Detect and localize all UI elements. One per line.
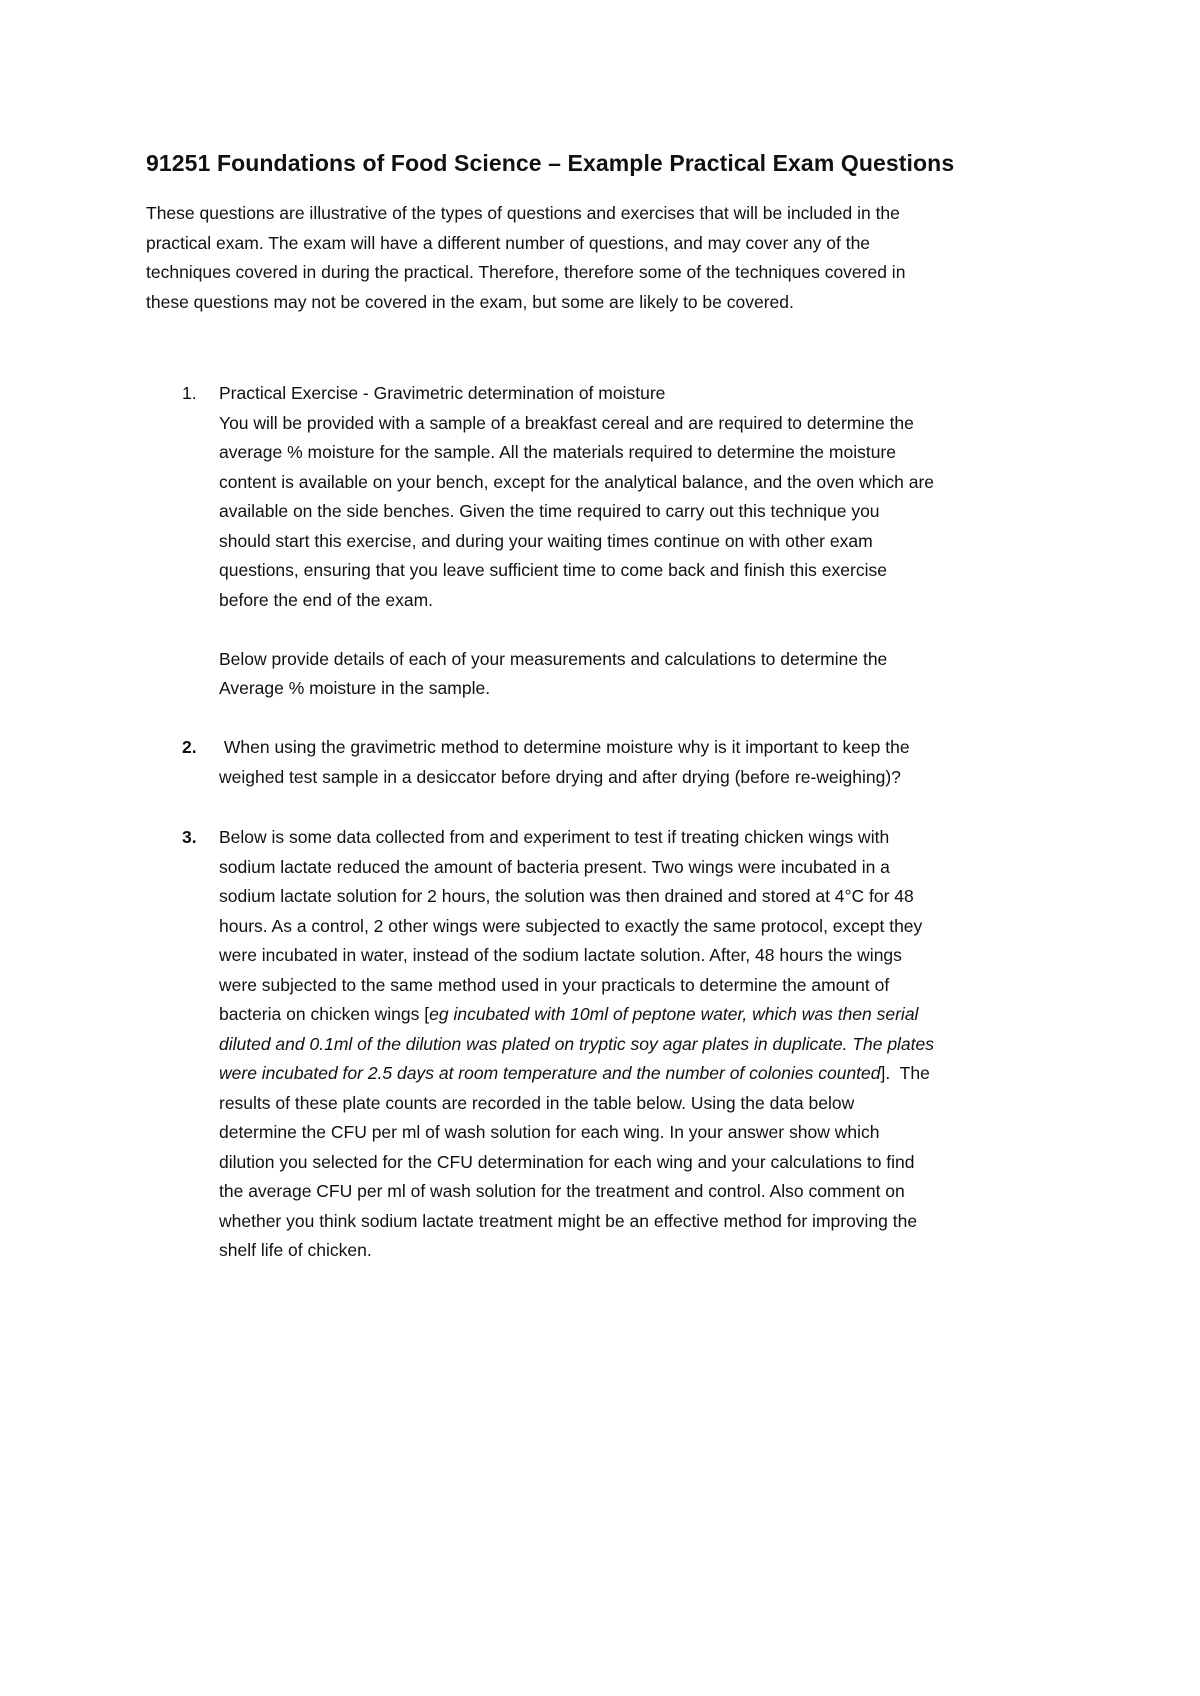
intro-paragraph xyxy=(146,199,1086,317)
question-line: questions, ensuring that you leave sufficient time to come back and finish this exercise xyxy=(219,560,887,580)
question-line xyxy=(219,1000,1099,1030)
question-line: average % moisture for the sample. All the materials required to determine the moisture xyxy=(219,442,896,462)
question-line: Below provide details of each of your measurements and calculations to determine the xyxy=(219,648,888,669)
italic-line: diluted and 0.1ml of the dilution was plated on tryptic soy agar plates in duplicate. The plates xyxy=(219,1033,935,1054)
question-line: Below is some data collected from and experiment to test if treating chicken wings with xyxy=(219,827,890,847)
question-line xyxy=(219,1059,1099,1089)
page-title: 91251 Foundations of Food Science – Example Practical Exam Questions xyxy=(146,150,955,176)
question-line: dilution you selected for the CFU determination for each wing and your calculations to find xyxy=(219,1151,915,1172)
question-line: available on the side benches. Given the time required to carry out this technique you xyxy=(219,501,880,521)
question-number: 2. xyxy=(182,737,197,757)
question-line: Practical Exercise - Gravimetric determination of moisture xyxy=(219,383,666,403)
question-number: 3. xyxy=(182,827,197,847)
question-body xyxy=(219,379,1099,704)
question-line-text: bacteria on chicken wings [ xyxy=(219,1004,430,1024)
question-line: weighed test sample in a desiccator before drying and after drying (before re-weighing)? xyxy=(219,766,901,787)
question-line: shelf life of chicken. xyxy=(219,1240,372,1260)
question-line: whether you think sodium lactate treatment might be an effective method for improving the xyxy=(219,1210,918,1231)
italic-text: were incubated for 2.5 days at room temperature and the number of colonies counted xyxy=(219,1063,881,1083)
paragraph-spacer xyxy=(219,615,1099,645)
question-line: When using the gravimetric method to determine moisture why is it important to keep the xyxy=(219,737,910,757)
intro-line: techniques covered in during the practical. Therefore, therefore some of the techniques covered in xyxy=(146,262,906,282)
question-line: sodium lactate solution for 2 hours, the solution was then drained and stored at 4°C for 48 xyxy=(219,886,914,906)
question-line-text: ]. The xyxy=(880,1063,930,1083)
intro-line: These questions are illustrative of the types of questions and exercises that will be included in the xyxy=(146,203,900,223)
question-number: 1. xyxy=(182,383,197,403)
question-line: sodium lactate reduced the amount of bacteria present. Two wings were incubated in a xyxy=(219,856,890,877)
question-line: the average CFU per ml of wash solution for the treatment and control. Also comment on xyxy=(219,1181,905,1201)
question-line: Average % moisture in the sample. xyxy=(219,678,491,698)
question-line: hours. As a control, 2 other wings were subjected to exactly the same protocol, except they xyxy=(219,915,923,936)
question-line: were subjected to the same method used in your practicals to determine the amount of xyxy=(219,974,890,995)
italic-text: eg incubated with 10ml of peptone water, which was then serial xyxy=(429,1004,919,1024)
intro-line: practical exam. The exam will have a different number of questions, and may cover any of the xyxy=(146,232,871,253)
question-line: should start this exercise, and during your waiting times continue on with other exam xyxy=(219,530,873,551)
question-line: You will be provided with a sample of a breakfast cereal and are required to determine the xyxy=(219,412,914,433)
question-line: were incubated in water, instead of the sodium lactate solution. After, 48 hours the wings xyxy=(219,945,902,965)
question-body xyxy=(219,823,1099,1266)
question-line: before the end of the exam. xyxy=(219,589,434,610)
question-body xyxy=(219,733,1099,792)
question-line: results of these plate counts are recorded in the table below. Using the data below xyxy=(219,1092,855,1113)
intro-line: these questions may not be covered in the exam, but some are likely to be covered. xyxy=(146,291,794,312)
question-line: determine the CFU per ml of wash solution for each wing. In your answer show which xyxy=(219,1122,880,1142)
question-line: content is available on your bench, except for the analytical balance, and the oven which are xyxy=(219,471,935,492)
